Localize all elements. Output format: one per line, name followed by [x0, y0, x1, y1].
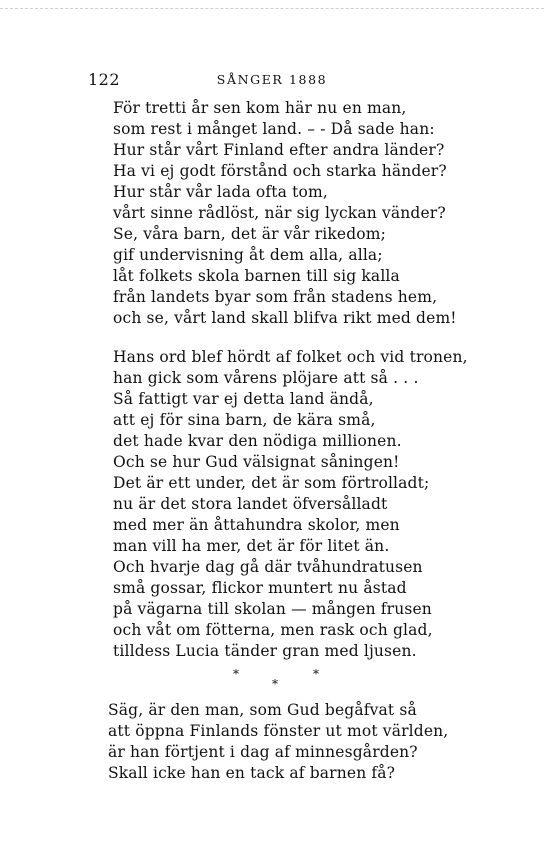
verse-line: små gossar, flickor muntert nu åstad	[113, 579, 407, 597]
verse-line: Och se hur Gud välsignat såningen!	[113, 453, 400, 471]
verse-line: på vägarna till skolan — mången frusen	[113, 600, 432, 618]
verse-line: låt folkets skola barnen till sig kalla	[113, 267, 400, 285]
verse-line: man vill ha mer, det är för litet än.	[113, 537, 390, 555]
verse-line: gif undervisning åt dem alla, alla;	[113, 246, 383, 264]
section-ornament	[0, 664, 544, 694]
verse-line: att ej för sina barn, de kära små,	[113, 411, 376, 429]
verse-line: Säg, är den man, som Gud begåfvat så	[108, 701, 417, 719]
verse-line: det hade kvar den nödiga millionen.	[113, 432, 402, 450]
verse-line: Se, våra barn, det är vår rikedom;	[113, 225, 386, 243]
verse-line: han gick som vårens plöjare att så . . .	[113, 369, 419, 387]
verse-line: Det är ett under, det är som förtrolladt;	[113, 474, 430, 492]
verse-line: Hur står vår lada ofta tom,	[113, 183, 328, 201]
verse-line: Så fattigt var ej detta land ändå,	[113, 390, 374, 408]
verse-line: och se, vårt land skall blifva rikt med dem!	[113, 309, 457, 327]
verse-line: och våt om fötterna, men rask och glad,	[113, 621, 433, 639]
verse-line: är han förtjent i dag af minnesgården?	[108, 743, 418, 761]
verse-line: Hur står vårt Finland efter andra länder?	[113, 141, 445, 159]
verse-line: För tretti år sen kom här nu en man,	[113, 99, 407, 117]
asterisk-center: *	[272, 677, 278, 691]
verse-line: som rest i månget land. – - Då sade han:	[113, 120, 435, 138]
verse-line: Ha vi ej godt förstånd och starka händer?	[113, 162, 447, 180]
verse-line: Skall icke han en tack af barnen få?	[108, 764, 396, 782]
stanza-3	[108, 700, 448, 784]
asterisk-left: *	[233, 667, 239, 681]
verse-line: att öppna Finlands fönster ut mot världen,	[108, 722, 449, 740]
page-number: 122	[88, 70, 121, 89]
verse-line: tilldess Lucia tänder gran med ljusen.	[113, 642, 417, 660]
verse-line: vårt sinne rådlöst, när sig lyckan vänder?	[113, 204, 446, 222]
verse-line: nu är det stora landet öfversålladt	[113, 495, 388, 513]
top-scan-rule	[0, 8, 544, 9]
running-head: SÅNGER 1888	[216, 72, 328, 87]
verse-line: Hans ord blef hördt af folket och vid tronen,	[113, 348, 468, 366]
verse-line: med mer än åttahundra skolor, men	[113, 516, 400, 534]
verse-line: Och hvarje dag gå där tvåhundratusen	[113, 558, 423, 576]
stanza-1	[113, 98, 457, 329]
stanza-2	[113, 347, 468, 662]
verse-line: från landets byar som från stadens hem,	[113, 288, 438, 306]
asterisk-right: *	[313, 667, 319, 681]
